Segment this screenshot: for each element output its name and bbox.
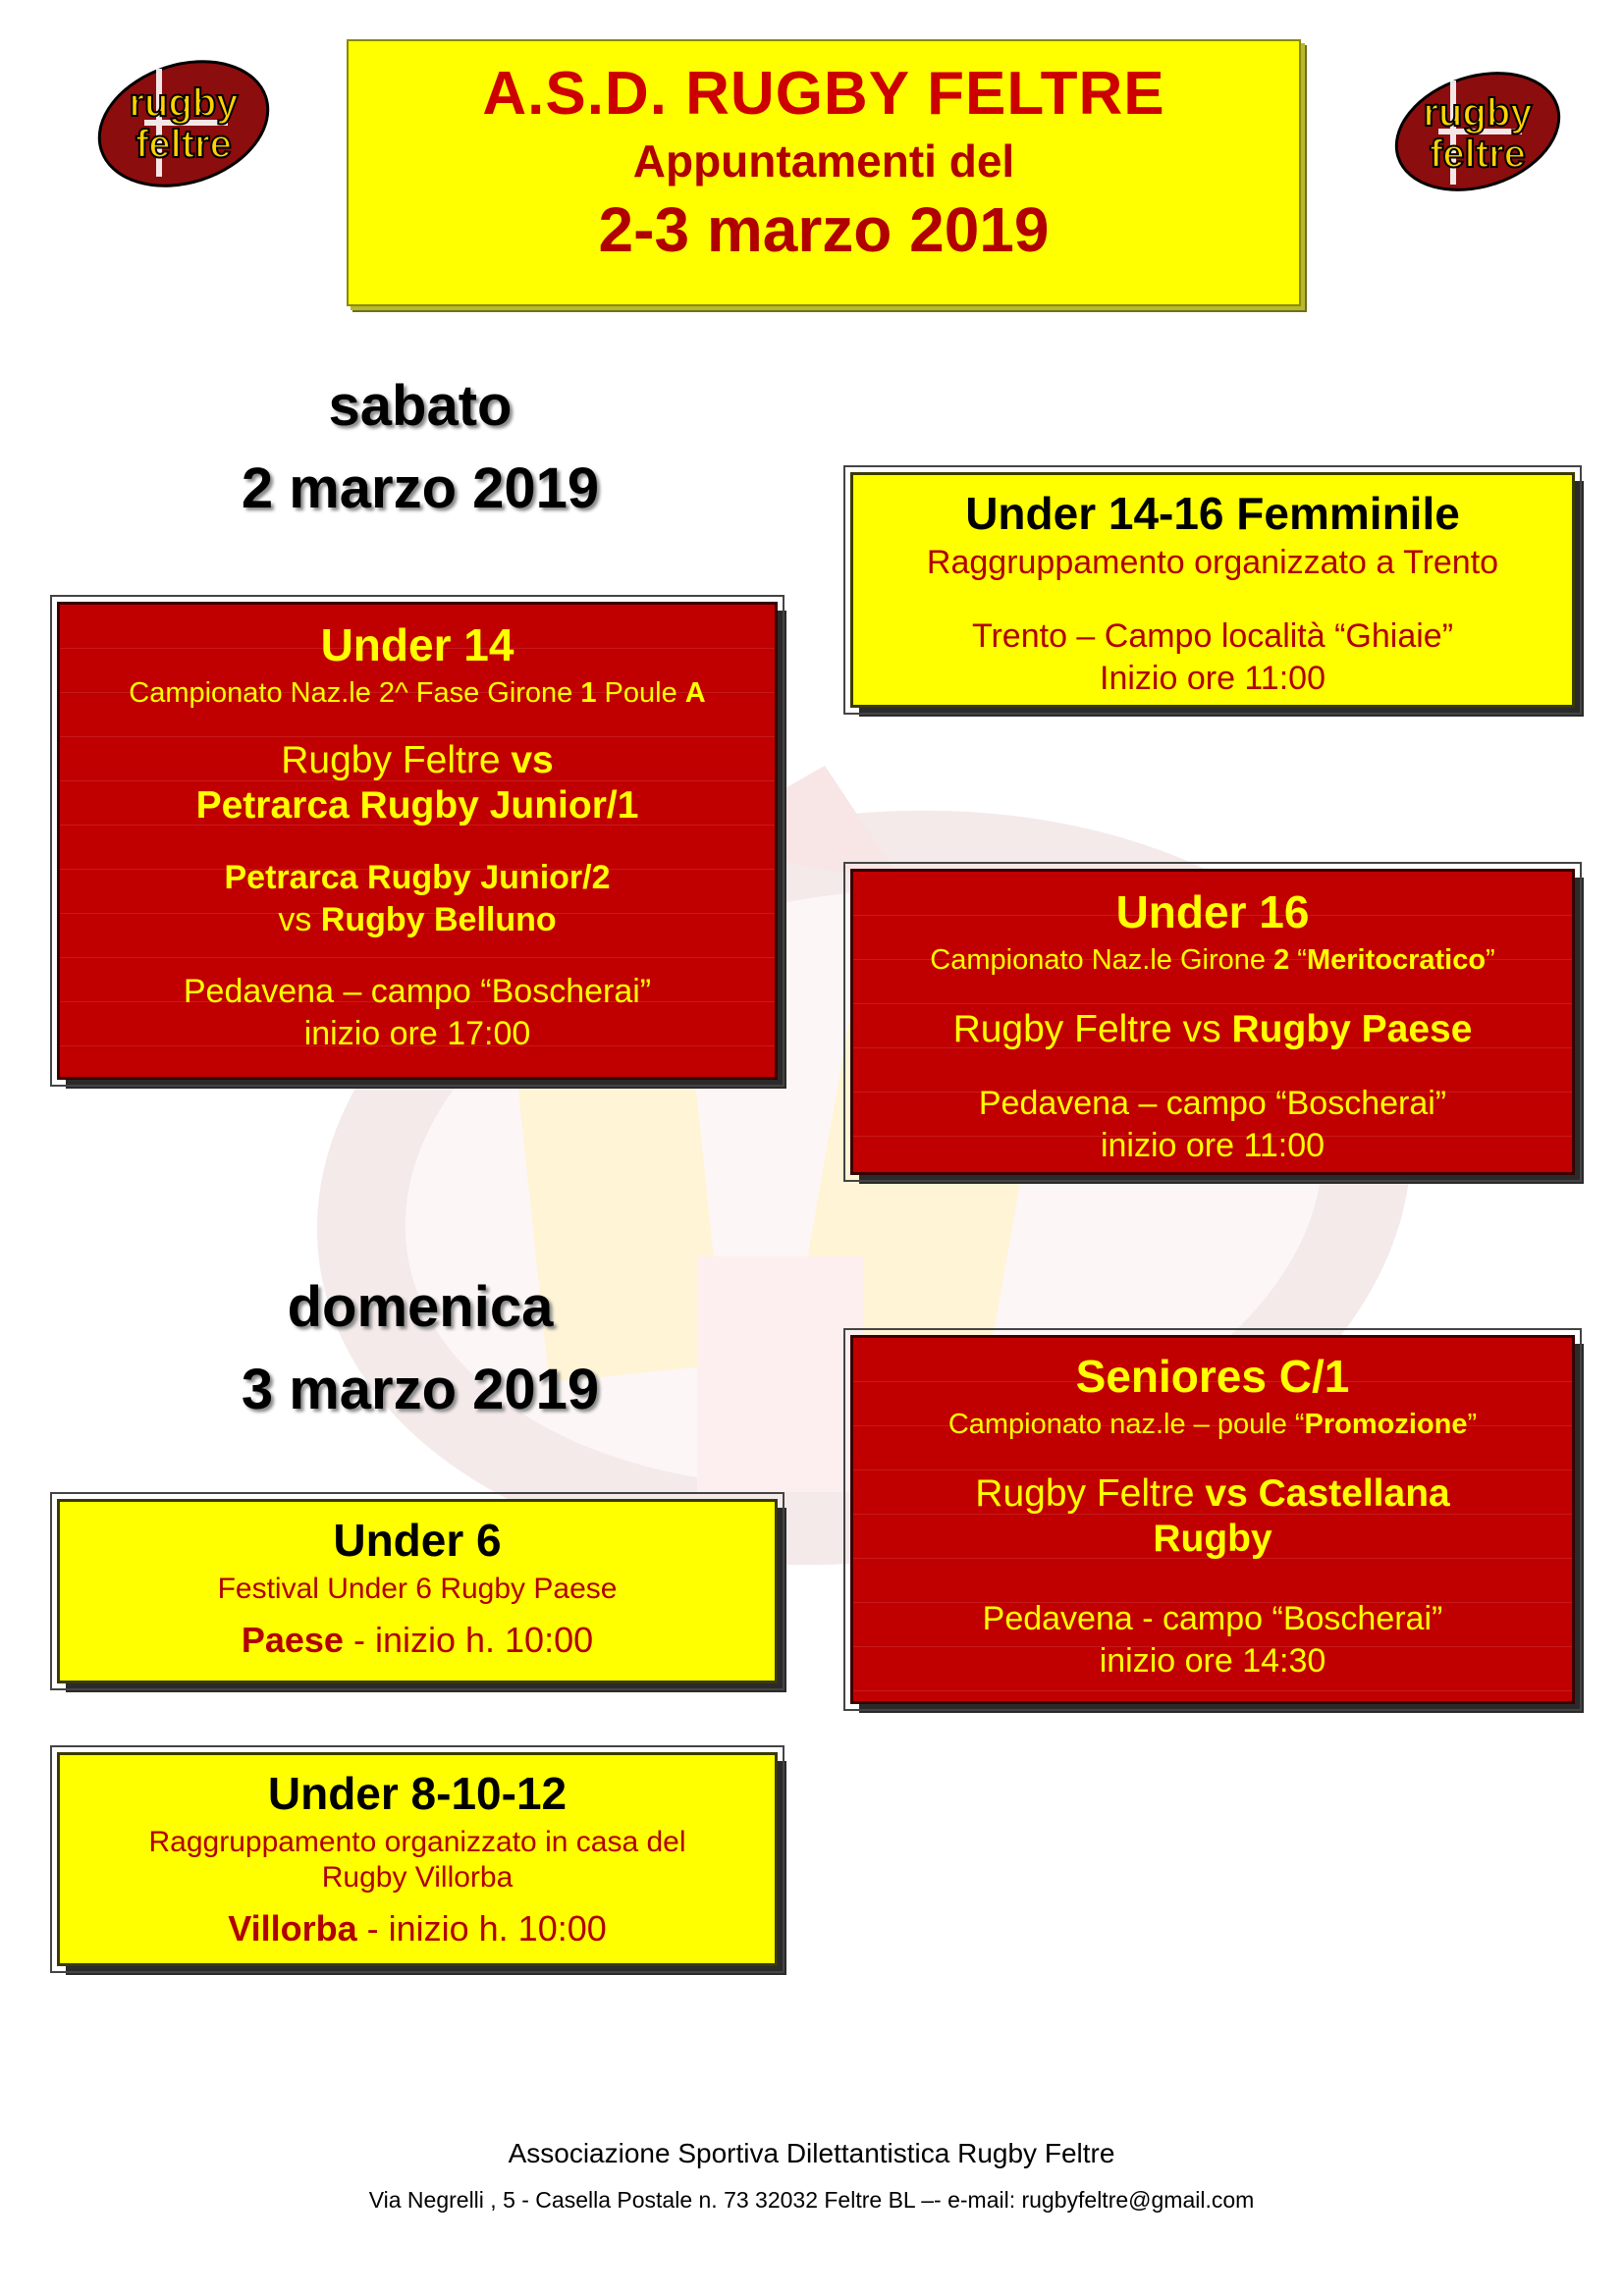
event-title: Under 14-16 Femminile bbox=[965, 488, 1460, 539]
event-box-under-14-16-femminile bbox=[850, 472, 1575, 708]
match-1-line-1: Rugby Feltre vs bbox=[281, 739, 554, 781]
event-venue: Pedavena – campo “Boscherai” bbox=[978, 1085, 1447, 1122]
weekday: sabato bbox=[328, 374, 513, 438]
match-2-line-2: vs Rugby Belluno bbox=[278, 901, 557, 938]
event-title: Under 8-10-12 bbox=[267, 1768, 568, 1819]
event-box-under-8-10-12 bbox=[57, 1752, 778, 1966]
event-time: Inizio ore 11:00 bbox=[1100, 660, 1325, 697]
event-box-seniores-c1 bbox=[850, 1335, 1575, 1704]
footer-address: Via Negrelli , 5 - Casella Postale n. 73 32032 Feltre BL –- e-mail: rugbyfeltre@gmail.com bbox=[368, 2187, 1255, 2213]
event-title: Under 14 bbox=[320, 619, 514, 670]
event-time: inizio ore 14:30 bbox=[1099, 1642, 1326, 1680]
day-heading-sunday bbox=[145, 1266, 695, 1431]
event-title: Under 16 bbox=[1115, 886, 1310, 937]
match-line-1: Rugby Feltre vs Castellana bbox=[975, 1472, 1450, 1515]
rugby-feltre-logo-right bbox=[1384, 61, 1571, 208]
event-subtitle: Raggruppamento organizzato a Trento bbox=[926, 544, 1499, 581]
event-place-time: Paese - inizio h. 10:00 bbox=[241, 1620, 594, 1660]
event-league: Campionato Naz.le Girone 2 “Meritocratico” bbox=[930, 944, 1495, 976]
event-venue: Pedavena – campo “Boscherai” bbox=[183, 973, 652, 1010]
rugby-feltre-logo-left bbox=[90, 47, 277, 194]
club-name: A.S.D. RUGBY FELTRE bbox=[482, 60, 1165, 128]
event-venue: Trento – Campo località “Ghiaie” bbox=[971, 617, 1454, 655]
event-box-under-14 bbox=[57, 602, 778, 1080]
logo-text-rugby: rugby bbox=[1423, 91, 1533, 134]
logo-text-rugby: rugby bbox=[129, 81, 239, 125]
event-subtitle-1: Raggruppamento organizzato in casa del bbox=[148, 1826, 686, 1858]
header-subtitle: Appuntamenti del bbox=[632, 135, 1015, 187]
event-box-under-6 bbox=[57, 1499, 778, 1683]
logo-text-feltre: feltre bbox=[1430, 133, 1526, 176]
event-time: inizio ore 11:00 bbox=[1100, 1127, 1325, 1164]
match-1-line-2: Petrarca Rugby Junior/1 bbox=[195, 784, 639, 827]
event-place-time: Villorba - inizio h. 10:00 bbox=[228, 1908, 607, 1949]
event-title: Under 6 bbox=[333, 1515, 502, 1566]
logo-text-feltre: feltre bbox=[135, 123, 232, 166]
weekday: domenica bbox=[287, 1275, 554, 1339]
header-dates: 2-3 marzo 2019 bbox=[598, 194, 1050, 265]
event-title: Seniores C/1 bbox=[1075, 1351, 1350, 1402]
match-line: Rugby Feltre vs Rugby Paese bbox=[952, 1008, 1473, 1050]
event-box-under-16 bbox=[850, 869, 1575, 1175]
date: 2 marzo 2019 bbox=[241, 456, 600, 520]
event-venue: Pedavena - campo “Boscherai” bbox=[982, 1600, 1443, 1637]
date: 3 marzo 2019 bbox=[241, 1358, 600, 1421]
event-league: Campionato naz.le – poule “Promozione” bbox=[947, 1409, 1478, 1440]
event-subtitle: Festival Under 6 Rugby Paese bbox=[217, 1573, 618, 1605]
event-subtitle-2: Rugby Villorba bbox=[321, 1861, 514, 1894]
match-line-2: Rugby bbox=[1153, 1518, 1272, 1560]
footer-organization: Associazione Sportiva Dilettantistica Rugby Feltre bbox=[508, 2138, 1115, 2168]
event-time: inizio ore 17:00 bbox=[303, 1015, 531, 1052]
match-2-line-1: Petrarca Rugby Junior/2 bbox=[224, 859, 611, 896]
event-league: Campionato Naz.le 2^ Fase Girone 1 Poule A bbox=[129, 677, 706, 709]
day-heading-saturday bbox=[145, 365, 695, 530]
header-banner bbox=[347, 39, 1301, 306]
